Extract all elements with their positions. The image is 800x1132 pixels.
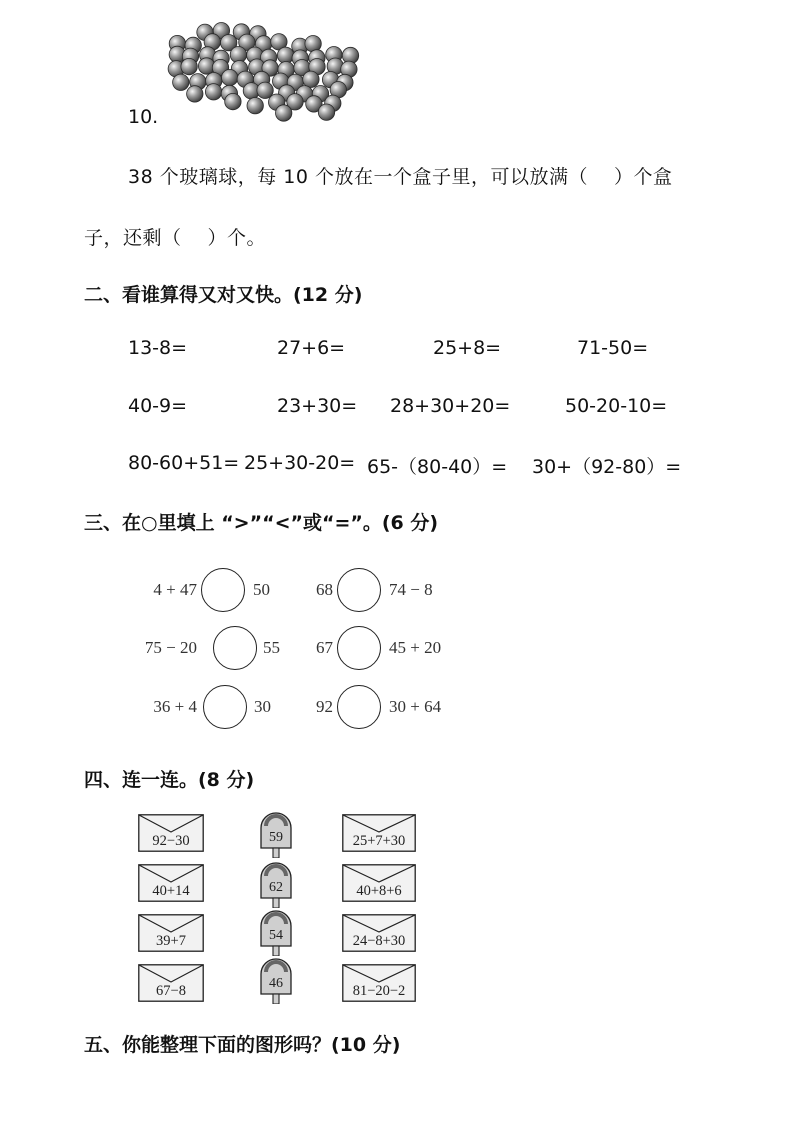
mailbox-number: 59 bbox=[269, 830, 283, 845]
equation: 13-8= bbox=[128, 337, 188, 359]
marble bbox=[276, 105, 292, 121]
answer-circle[interactable] bbox=[337, 568, 381, 612]
compare-left: 68 bbox=[316, 580, 333, 599]
equation: 25+8= bbox=[433, 337, 502, 359]
equation: 71-50= bbox=[577, 337, 649, 359]
section-heading-5: 五、你能整理下面的图形吗？(10 分) bbox=[84, 1034, 401, 1056]
envelope-right[interactable] bbox=[342, 964, 416, 1002]
envelope-right[interactable] bbox=[342, 914, 416, 952]
marble bbox=[225, 93, 241, 109]
equation: 40-9= bbox=[128, 395, 188, 417]
equation: 80-60+51= bbox=[128, 452, 240, 474]
mailbox-number: 62 bbox=[269, 880, 283, 895]
mailbox[interactable] bbox=[258, 958, 294, 1038]
envelope-left[interactable] bbox=[138, 914, 204, 952]
marbles-illustration bbox=[165, 22, 365, 127]
envelope-label: 24−8+30 bbox=[352, 933, 406, 949]
marble bbox=[318, 104, 334, 120]
envelope-left[interactable] bbox=[138, 814, 204, 852]
equation: 28+30+20= bbox=[390, 395, 511, 417]
equation: 23+30= bbox=[277, 395, 358, 417]
envelope-label: 39+7 bbox=[156, 933, 186, 949]
equation: 25+30-20= bbox=[244, 452, 356, 474]
marble bbox=[173, 74, 189, 90]
marble bbox=[303, 71, 319, 87]
section-heading-3: 三、在○里填上 “>”“<”或“=”。(6 分) bbox=[84, 512, 439, 534]
answer-circle[interactable] bbox=[337, 685, 381, 729]
envelope-left[interactable] bbox=[138, 964, 204, 1002]
mailbox-number: 46 bbox=[269, 976, 283, 991]
envelope-right[interactable] bbox=[342, 864, 416, 902]
equation: 27+6= bbox=[277, 337, 346, 359]
compare-left: 4 + 47 bbox=[153, 580, 197, 599]
envelope-label: 25+7+30 bbox=[352, 833, 406, 849]
envelope-label: 40+8+6 bbox=[356, 883, 402, 899]
envelope-label: 92−30 bbox=[152, 833, 190, 849]
compare-right: 74 − 8 bbox=[389, 580, 433, 599]
marble bbox=[181, 58, 197, 74]
answer-circle[interactable] bbox=[213, 626, 257, 670]
compare-right: 45 + 20 bbox=[389, 638, 442, 657]
answer-circle[interactable] bbox=[337, 626, 381, 670]
answer-circle[interactable] bbox=[201, 568, 245, 612]
question-text-line2: 子，还剩（ ）个。 bbox=[84, 227, 267, 249]
equation: 65-（80-40）= bbox=[367, 456, 508, 478]
compare-right: 55 bbox=[263, 638, 280, 657]
envelope-label: 40+14 bbox=[152, 883, 190, 899]
compare-right: 50 bbox=[253, 580, 270, 599]
marble bbox=[187, 86, 203, 102]
compare-left: 36 + 4 bbox=[153, 697, 197, 716]
envelope-label: 67−8 bbox=[156, 983, 186, 999]
envelope-label: 81−20−2 bbox=[352, 983, 406, 999]
marble bbox=[222, 69, 238, 85]
envelope-left[interactable] bbox=[138, 864, 204, 902]
mailbox-number: 54 bbox=[269, 928, 283, 943]
marble bbox=[305, 36, 321, 52]
equation: 50-20-10= bbox=[565, 395, 668, 417]
section-heading-2: 二、看谁算得又对又快。(12 分) bbox=[84, 284, 363, 306]
marble bbox=[277, 47, 293, 63]
equation: 30+（92-80）= bbox=[532, 456, 682, 478]
marble bbox=[247, 98, 263, 114]
marble bbox=[205, 84, 221, 100]
question-number: 10. bbox=[128, 106, 159, 128]
envelope-right[interactable] bbox=[342, 814, 416, 852]
question-text-line1: 38 个玻璃球，每 10 个放在一个盒子里，可以放满（ ）个盒 bbox=[128, 166, 673, 188]
answer-circle[interactable] bbox=[203, 685, 247, 729]
compare-right: 30 bbox=[254, 697, 271, 716]
compare-left: 92 bbox=[316, 697, 333, 716]
compare-left: 67 bbox=[316, 638, 333, 657]
section-heading-4: 四、连一连。(8 分) bbox=[84, 769, 255, 791]
compare-left: 75 − 20 bbox=[144, 638, 197, 657]
compare-right: 30 + 64 bbox=[389, 697, 442, 716]
